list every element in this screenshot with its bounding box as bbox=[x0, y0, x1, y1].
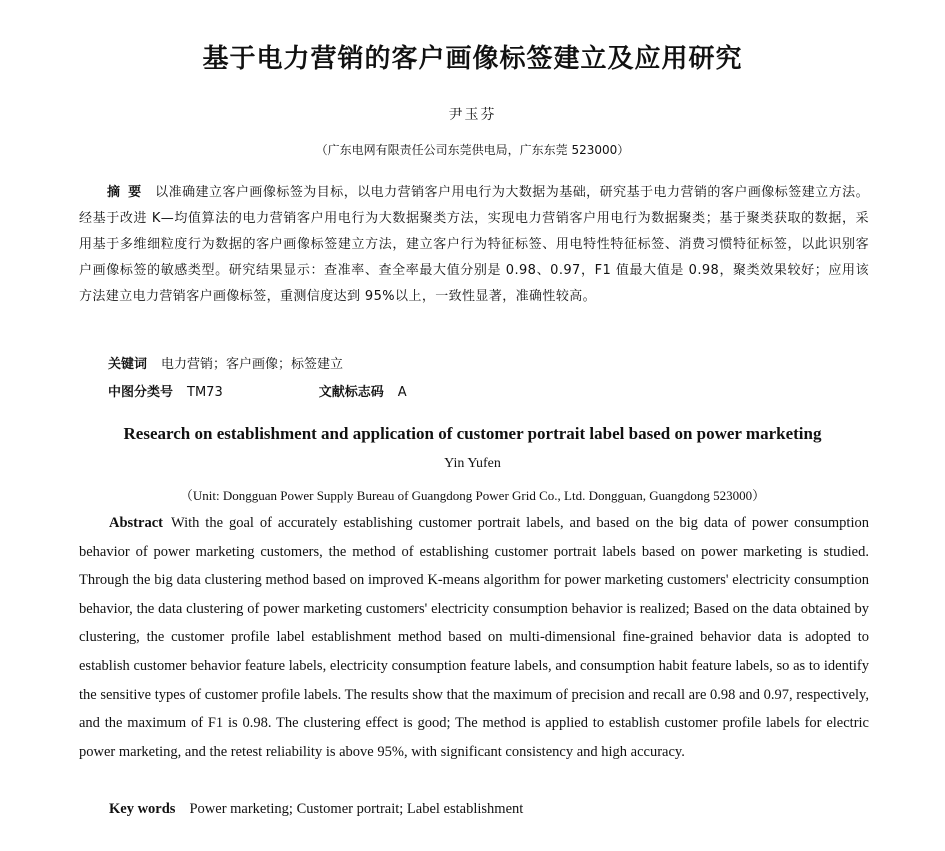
english-abstract-text: With the goal of accurately establishing customer portrait labels, and based on the big data of power consumption behavior of power marketing customers, the method of establishing customer portrait labels based on power marketing is studied. Through the big data clustering method based on improved K-means algorithm for power marketing customers' electricity consumption behavior, the data clustering of power marketing customers' electricity consumption behavior is realized; Based on the data obtained by clustering, the customer profile label establishment method based on multi-dimensional fine-grained behavior data is adopted to establish customer behavior feature labels, electricity consumption feature labels, and consumption habit feature labels, so as to identify the sensitive types of customer profile labels. The results show that the maximum of precision and recall are 0.98 and 0.97, respectively, and the maximum of F1 is 0.98. The clustering effect is good; The method is applied to establish customer profile labels for electric power marketing, and the retest reliability is above 95%, with significant consistency and high accuracy. bbox=[79, 515, 869, 760]
english-title: Research on establishment and application of customer portrait label based on power marketing bbox=[123, 424, 822, 443]
chinese-keywords bbox=[108, 352, 343, 378]
chinese-title: 基于电力营销的客户画像标签建立及应用研究 bbox=[202, 44, 743, 74]
chinese-author: 尹玉芬 bbox=[448, 107, 497, 123]
english-keywords-text: Power marketing; Customer portrait; Label establishment bbox=[189, 801, 524, 817]
english-keywords bbox=[109, 795, 523, 823]
english-affiliation: （Unit: Dongguan Power Supply Bureau of Guangdong Power Grid Co., Ltd. Dongguan, Guangdong 523000） bbox=[179, 488, 766, 503]
english-abstract bbox=[79, 509, 869, 766]
chinese-keywords-label: 关键词 bbox=[108, 357, 148, 372]
english-author: Yin Yufen bbox=[444, 456, 501, 471]
clc-value: TM73 bbox=[187, 385, 223, 400]
doc-code-value: A bbox=[397, 385, 407, 400]
english-keywords-label: Key words bbox=[109, 801, 176, 817]
chinese-abstract-label: 摘要 bbox=[107, 185, 150, 200]
english-abstract-label: Abstract bbox=[109, 515, 163, 531]
chinese-affiliation: （广东电网有限责任公司东莞供电局，广东东莞 523000） bbox=[315, 143, 630, 157]
chinese-classification bbox=[108, 380, 508, 406]
clc-label: 中图分类号 bbox=[108, 385, 174, 400]
doc-code-label: 文献标志码 bbox=[318, 385, 384, 400]
chinese-keywords-text: 电力营销；客户画像；标签建立 bbox=[161, 357, 344, 372]
chinese-abstract bbox=[79, 180, 869, 310]
chinese-abstract-text: 以准确建立客户画像标签为目标，以电力营销客户用电行为大数据为基础，研究基于电力营销的客户画像标签建立方法。经基于改进 K—均值算法的电力营销客户用电行为大数据聚类方法，实现电力营销客户用电行为数据聚类；基于聚类获取的数据，采用基于多维细粒度行为数据的客户画像标签建立方法，建立客户行为特征标签、用电特性特征标签、消费习惯特征标签，以此识别客户画像标签的敏感类型。研究结果显示：查准率、查全率最大值分别是 0.98、0.97，F1 值最大值是 0.98，聚类效果较好；应用该方法建立电力营销客户画像标签，重测信度达到 95%以上，一致性显著，准确性较高。 bbox=[79, 185, 869, 304]
